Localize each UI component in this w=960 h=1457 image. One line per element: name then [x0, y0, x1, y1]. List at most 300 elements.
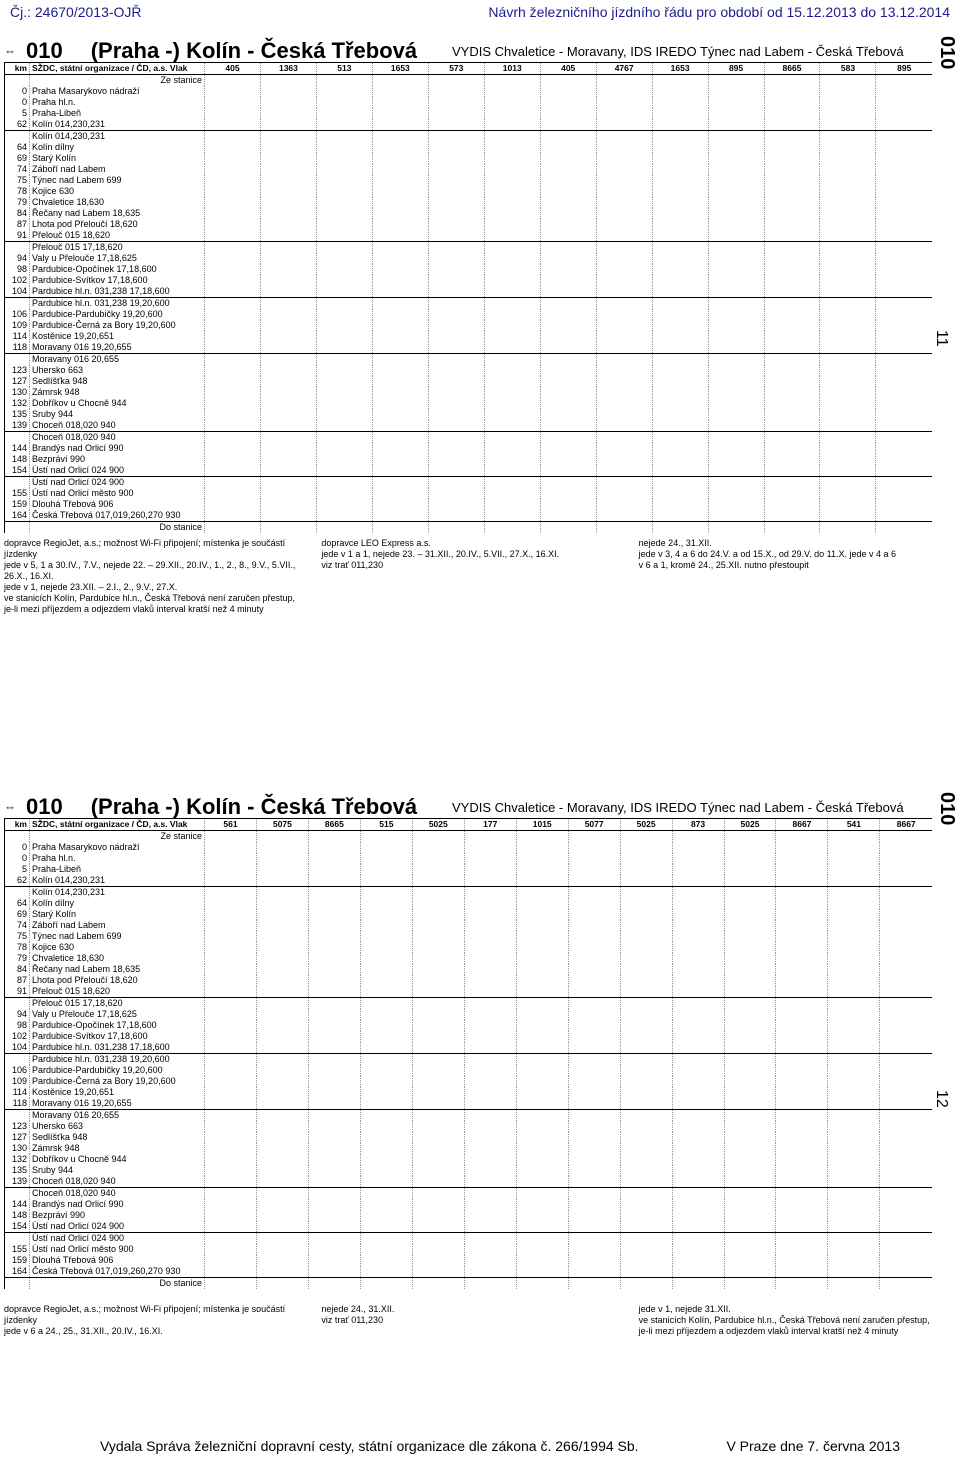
time-cell [764, 342, 820, 354]
time-cell [672, 986, 724, 998]
time-cell [776, 1121, 828, 1132]
time-cell [764, 275, 820, 286]
time-cell [620, 964, 672, 975]
time-cell [880, 975, 932, 986]
time-cell [360, 920, 412, 931]
time-cell [308, 1020, 360, 1031]
time-cell [428, 499, 484, 510]
time-cell [516, 1188, 568, 1200]
time-cell [372, 454, 428, 465]
time-cell [464, 1176, 516, 1188]
time-cell [828, 1244, 880, 1255]
time-cell [708, 186, 764, 197]
station-name: Praha Masarykovo nádraží [30, 842, 205, 853]
time-cell [412, 1199, 464, 1210]
time-cell [308, 909, 360, 920]
time-cell [372, 286, 428, 298]
km-cell: 144 [5, 443, 30, 454]
time-cell [540, 253, 596, 264]
time-cell [308, 842, 360, 853]
time-cell [568, 1098, 620, 1110]
time-cell [205, 898, 257, 909]
station-name: Moravany 016 19,20,655 [30, 1098, 205, 1110]
table-row [5, 186, 933, 197]
time-cell [820, 219, 876, 230]
km-cell: 148 [5, 454, 30, 465]
time-cell [724, 1210, 776, 1221]
time-cell [372, 342, 428, 354]
time-cell [708, 387, 764, 398]
time-cell [205, 86, 261, 97]
km-cell: 135 [5, 409, 30, 420]
station-name: Brandýs nad Orlicí 990 [30, 443, 205, 454]
time-cell [484, 477, 540, 489]
time-cell [516, 1244, 568, 1255]
time-cell [776, 931, 828, 942]
time-cell [652, 97, 708, 108]
time-cell [876, 219, 932, 230]
station-name: Choceň 018,020 940 [30, 1176, 205, 1188]
time-cell [428, 309, 484, 320]
time-cell [652, 465, 708, 477]
time-cell [516, 1020, 568, 1031]
km-cell: 123 [5, 1121, 30, 1132]
time-cell [620, 853, 672, 864]
time-cell [260, 86, 316, 97]
time-cell [428, 164, 484, 175]
time-cell [828, 1266, 880, 1278]
time-cell [596, 432, 652, 444]
time-cell [516, 1031, 568, 1042]
note-item: jede v 5, 1 a 30.IV., 7.V., nejede 22. – 29.XII., 20.IV., 1., 2., 8., 9.V., 5.VII., 26.X., 16.XI. [4, 560, 296, 581]
km-cell: 139 [5, 1176, 30, 1188]
time-cell [708, 376, 764, 387]
time-cell [876, 320, 932, 331]
time-cell [205, 853, 257, 864]
time-cell [516, 1154, 568, 1165]
time-cell [316, 488, 372, 499]
time-cell [372, 354, 428, 366]
km-cell: 104 [5, 1042, 30, 1054]
time-cell [256, 1042, 308, 1054]
time-cell [360, 909, 412, 920]
table-row [5, 264, 933, 275]
station-name: Moravany 016 20,655 [30, 354, 205, 366]
train-number: 1015 [516, 819, 568, 831]
km-cell: 79 [5, 197, 30, 208]
time-cell [260, 420, 316, 432]
time-cell [880, 1087, 932, 1098]
time-cell [484, 119, 540, 131]
time-cell [568, 1054, 620, 1066]
time-cell [205, 887, 257, 899]
table-row [5, 898, 933, 909]
time-cell [205, 920, 257, 931]
time-cell [428, 253, 484, 264]
time-cell [828, 1221, 880, 1233]
time-cell [764, 499, 820, 510]
time-cell [596, 86, 652, 97]
time-cell [464, 875, 516, 887]
time-cell [820, 108, 876, 119]
time-cell [412, 1143, 464, 1154]
time-cell [484, 186, 540, 197]
km-cell: 135 [5, 1165, 30, 1176]
time-cell [360, 1255, 412, 1266]
time-cell [596, 443, 652, 454]
time-cell [412, 975, 464, 986]
from-station-label: Ze stanice [30, 75, 205, 87]
time-cell [516, 875, 568, 887]
table-row [5, 208, 933, 219]
time-cell [516, 975, 568, 986]
time-cell [820, 320, 876, 331]
time-cell [880, 1076, 932, 1087]
note-item: jede v 1, nejede 31.XII. [638, 1304, 731, 1314]
km-cell: 102 [5, 275, 30, 286]
km-cell: 75 [5, 931, 30, 942]
table-row [5, 842, 933, 853]
time-cell [880, 942, 932, 953]
time-cell [876, 286, 932, 298]
time-cell [596, 298, 652, 310]
time-cell [764, 454, 820, 465]
train-number: 8665 [308, 819, 360, 831]
table-row [5, 420, 933, 432]
time-cell [484, 142, 540, 153]
line-title [4, 38, 904, 64]
time-cell [876, 108, 932, 119]
time-cell [256, 1031, 308, 1042]
time-cell [256, 1143, 308, 1154]
time-cell [876, 510, 932, 522]
note-item: dopravce RegioJet, a.s.; možnost Wi-Fi připojení; místenka je součástí jízdenky [4, 538, 286, 559]
time-cell [708, 208, 764, 219]
table-row [5, 1009, 933, 1020]
time-cell [464, 1233, 516, 1245]
time-cell [316, 477, 372, 489]
time-cell [260, 119, 316, 131]
time-cell [540, 219, 596, 230]
time-cell [880, 909, 932, 920]
time-cell [876, 443, 932, 454]
time-cell [568, 1143, 620, 1154]
time-cell [256, 887, 308, 899]
km-cell: 0 [5, 97, 30, 108]
operator-header: SŽDC, státní organizace / ČD, a.s. Vlak [30, 819, 205, 831]
km-cell: 5 [5, 864, 30, 875]
time-cell [205, 875, 257, 887]
time-cell [764, 465, 820, 477]
time-cell [372, 119, 428, 131]
time-cell [540, 286, 596, 298]
time-cell [484, 320, 540, 331]
line-number: 010 [26, 794, 63, 819]
time-cell [568, 1132, 620, 1143]
time-cell [776, 1110, 828, 1122]
time-cell [620, 1087, 672, 1098]
table-row [5, 1065, 933, 1076]
time-cell [308, 898, 360, 909]
time-cell [205, 864, 257, 875]
time-cell [672, 1143, 724, 1154]
km-cell: 139 [5, 420, 30, 432]
time-cell [880, 1255, 932, 1266]
table-row [5, 499, 933, 510]
time-cell [880, 1244, 932, 1255]
table-row [5, 1076, 933, 1087]
time-cell [260, 108, 316, 119]
table-row [5, 1188, 933, 1200]
time-cell [708, 354, 764, 366]
km-cell [5, 131, 30, 143]
time-cell [428, 354, 484, 366]
km-cell: 78 [5, 942, 30, 953]
time-cell [652, 432, 708, 444]
time-cell [316, 286, 372, 298]
time-cell [205, 986, 257, 998]
time-cell [724, 1110, 776, 1122]
time-cell [428, 208, 484, 219]
time-cell [428, 108, 484, 119]
table-row [5, 108, 933, 119]
time-cell [708, 253, 764, 264]
ids-info: VYDIS Chvaletice - Moravany, IDS IREDO Týnec nad Labem - Česká Třebová [452, 799, 904, 815]
time-cell [876, 186, 932, 197]
time-cell [316, 275, 372, 286]
km-cell: 98 [5, 264, 30, 275]
time-cell [880, 853, 932, 864]
time-cell [652, 354, 708, 366]
km-cell: 79 [5, 953, 30, 964]
station-name: Kojice 630 [30, 942, 205, 953]
station-name: Týnec nad Labem 699 [30, 931, 205, 942]
time-cell [205, 298, 261, 310]
time-cell [428, 342, 484, 354]
table-row [5, 97, 933, 108]
time-cell [516, 1009, 568, 1020]
page-number: 12 [933, 1090, 950, 1108]
time-cell [316, 454, 372, 465]
time-cell [652, 264, 708, 275]
time-cell [880, 1121, 932, 1132]
time-cell [620, 1054, 672, 1066]
time-cell [428, 230, 484, 242]
time-cell [360, 998, 412, 1010]
train-number: 5025 [620, 819, 672, 831]
time-cell [724, 998, 776, 1010]
train-number: 513 [316, 63, 372, 75]
time-cell [724, 975, 776, 986]
time-cell [412, 1221, 464, 1233]
time-cell [412, 1020, 464, 1031]
time-cell [308, 1031, 360, 1042]
table-row [5, 1255, 933, 1266]
time-cell [776, 986, 828, 998]
time-cell [308, 1199, 360, 1210]
time-cell [540, 164, 596, 175]
time-cell [596, 320, 652, 331]
time-cell [360, 898, 412, 909]
time-cell [412, 909, 464, 920]
time-cell [428, 131, 484, 143]
time-cell [256, 1165, 308, 1176]
time-cell [540, 208, 596, 219]
time-cell [412, 1244, 464, 1255]
station-name: Zámrsk 948 [30, 1143, 205, 1154]
station-name: Pardubice-Pardubičky 19,20,600 [30, 1065, 205, 1076]
time-cell [372, 97, 428, 108]
time-cell [256, 920, 308, 931]
time-cell [372, 298, 428, 310]
time-cell [708, 432, 764, 444]
table-row [5, 1132, 933, 1143]
time-cell [724, 842, 776, 853]
time-cell [484, 331, 540, 342]
km-cell: 118 [5, 342, 30, 354]
time-cell [540, 142, 596, 153]
time-cell [620, 1121, 672, 1132]
time-cell [596, 153, 652, 164]
time-cell [620, 909, 672, 920]
time-cell [776, 875, 828, 887]
time-cell [308, 1188, 360, 1200]
time-cell [256, 953, 308, 964]
time-cell [205, 354, 261, 366]
time-cell [672, 842, 724, 853]
time-cell [828, 909, 880, 920]
time-cell [764, 488, 820, 499]
time-cell [360, 1165, 412, 1176]
time-cell [428, 365, 484, 376]
time-cell [308, 975, 360, 986]
time-cell [308, 953, 360, 964]
time-cell [672, 1165, 724, 1176]
time-cell [316, 264, 372, 275]
table-row [5, 164, 933, 175]
time-cell [372, 320, 428, 331]
table-row [5, 1154, 933, 1165]
time-cell [540, 454, 596, 465]
table-row [5, 219, 933, 230]
time-cell [484, 365, 540, 376]
time-cell [484, 488, 540, 499]
time-cell [764, 119, 820, 131]
train-number: 1013 [484, 63, 540, 75]
time-cell [205, 230, 261, 242]
time-cell [724, 986, 776, 998]
time-cell [828, 1233, 880, 1245]
time-cell [316, 409, 372, 420]
time-cell [708, 409, 764, 420]
time-cell [596, 164, 652, 175]
time-cell [464, 1020, 516, 1031]
km-cell: 91 [5, 986, 30, 998]
time-cell [568, 853, 620, 864]
time-cell [464, 909, 516, 920]
time-cell [776, 964, 828, 975]
station-name: Týnec nad Labem 699 [30, 175, 205, 186]
time-cell [596, 409, 652, 420]
time-cell [484, 454, 540, 465]
time-cell [880, 1132, 932, 1143]
to-station-label: Do stanice [30, 522, 205, 534]
time-cell [205, 909, 257, 920]
time-cell [568, 842, 620, 853]
time-cell [256, 1266, 308, 1278]
time-cell [568, 1087, 620, 1098]
time-cell [708, 331, 764, 342]
time-cell [620, 998, 672, 1010]
time-cell [412, 964, 464, 975]
time-cell [540, 398, 596, 409]
station-name: Pardubice-Černá za Bory 19,20,600 [30, 1076, 205, 1087]
time-cell [724, 1221, 776, 1233]
station-name: Uhersko 663 [30, 1121, 205, 1132]
time-cell [412, 887, 464, 899]
time-cell [540, 331, 596, 342]
time-cell [708, 264, 764, 275]
time-cell [205, 1210, 257, 1221]
time-cell [205, 1031, 257, 1042]
time-cell [360, 986, 412, 998]
time-cell [412, 1176, 464, 1188]
table-row [5, 432, 933, 444]
time-cell [652, 477, 708, 489]
time-cell [428, 275, 484, 286]
time-cell [464, 1143, 516, 1154]
time-cell [256, 1210, 308, 1221]
km-cell: 109 [5, 320, 30, 331]
time-cell [308, 1110, 360, 1122]
time-cell [360, 953, 412, 964]
time-cell [360, 1020, 412, 1031]
time-cell [876, 365, 932, 376]
time-cell [540, 510, 596, 522]
time-cell [828, 898, 880, 909]
km-cell: 94 [5, 253, 30, 264]
time-cell [256, 1176, 308, 1188]
table-row [5, 230, 933, 242]
km-header: km [5, 819, 30, 831]
table-row [5, 853, 933, 864]
time-cell [412, 1121, 464, 1132]
reference-number: Čj.: 24670/2013-OJŘ [10, 4, 142, 20]
time-cell [620, 1176, 672, 1188]
time-cell [464, 1054, 516, 1066]
time-cell [256, 1233, 308, 1245]
station-name: Přelouč 015 18,620 [30, 986, 205, 998]
time-cell [316, 376, 372, 387]
time-cell [516, 1210, 568, 1221]
station-name: Choceň 018,020 940 [30, 432, 205, 444]
time-cell [205, 409, 261, 420]
table-row [5, 1221, 933, 1233]
time-cell [308, 1087, 360, 1098]
time-cell [776, 1176, 828, 1188]
time-cell [876, 264, 932, 275]
time-cell [360, 875, 412, 887]
time-cell [428, 142, 484, 153]
time-cell [464, 887, 516, 899]
time-cell [256, 1098, 308, 1110]
time-cell [372, 387, 428, 398]
time-cell [776, 942, 828, 953]
time-cell [540, 354, 596, 366]
page-number: 11 [933, 330, 950, 347]
time-cell [308, 964, 360, 975]
time-cell [724, 853, 776, 864]
